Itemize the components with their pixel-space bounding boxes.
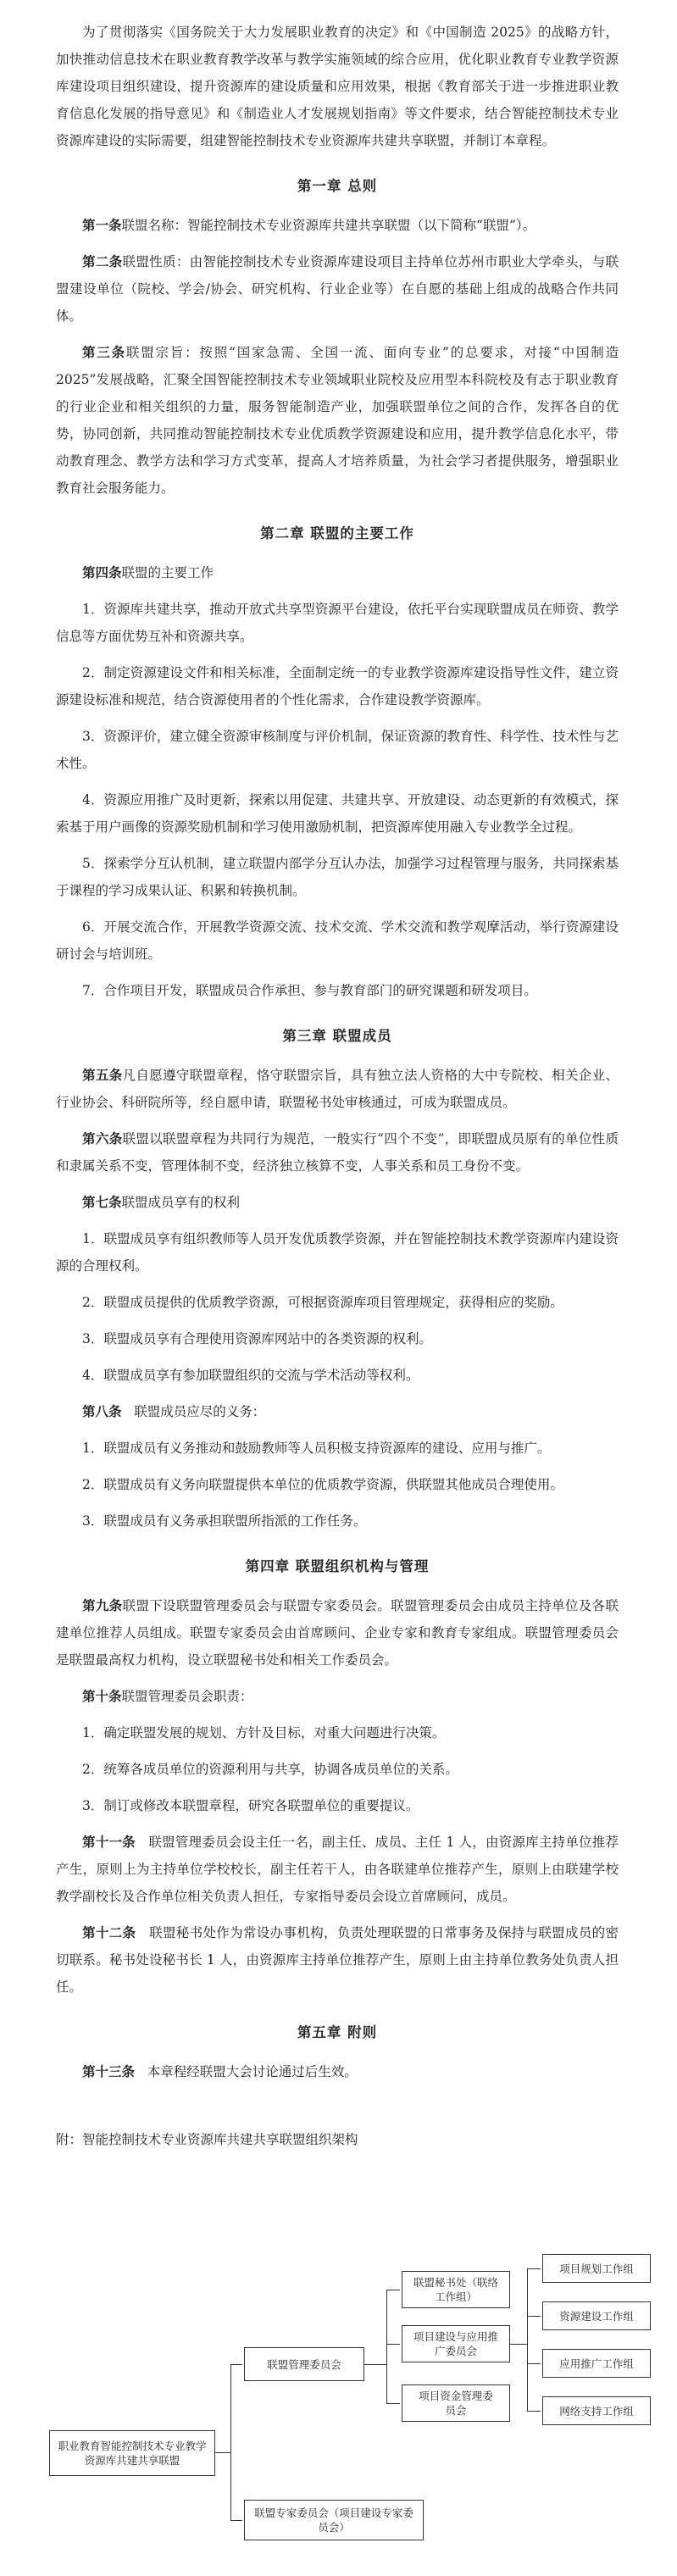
org-management-committee-box bbox=[244, 2347, 364, 2381]
committee-duty-item: 3．制订或修改本联盟章程，研究各联盟单位的重要提议。 bbox=[82, 1798, 419, 1813]
article-2-label: 第二条 bbox=[82, 253, 123, 269]
article-11-label: 第十一条 bbox=[82, 1834, 136, 1850]
connector-line bbox=[527, 2268, 541, 2269]
article-13-text: 本章程经联盟大会讨论通过后生效。 bbox=[147, 2064, 358, 2079]
connector-line bbox=[230, 2364, 231, 2521]
article-6-text: 联盟以联盟章程为共同行为规范，一般实行“四个不变”，即联盟成员原有的单位性质和隶属关系不变，管理体制不变，经济独立核算不变，人事关系和员工身份不变。 bbox=[56, 1131, 619, 1174]
org-working-group-box bbox=[542, 2254, 651, 2283]
chapter-5-title: 第五章 附则 bbox=[297, 2024, 378, 2040]
article-10 bbox=[56, 1683, 619, 1710]
article-3-label: 第三条 bbox=[82, 344, 126, 360]
article-7-text: 联盟成员享有的权利 bbox=[121, 1195, 241, 1210]
org-fund-committee-label: 项目资金管理委员会 bbox=[419, 2390, 493, 2417]
article-6-label: 第六条 bbox=[82, 1130, 123, 1146]
article-10-label: 第十条 bbox=[82, 1688, 122, 1704]
rights-item: 4．联盟成员享有参加联盟组织的交流与学术活动等权利。 bbox=[82, 1368, 419, 1383]
article-10-text: 联盟管理委员会职责： bbox=[121, 1689, 253, 1704]
chapter-3-title: 第三章 联盟成员 bbox=[282, 1028, 392, 1044]
rights-item: 1．联盟成员享有组织教师等人员开发优质教学资源，并在智能控制技术教学资源库内建设资源的合理权利。 bbox=[56, 1231, 619, 1274]
connector-line bbox=[527, 2411, 541, 2412]
duty-item: 3．联盟成员有义务承担联盟所指派的工作任务。 bbox=[82, 1513, 367, 1529]
article-11-text: 联盟管理委员会设主任一名，副主任、成员、主任 1 人，由资源库主持单位推荐产生，原则上为主持单位学校校长，副主任若干人，由各联建单位推荐产生，原则上由联建学校教学副校长及合作单位相关负责人担任，专家指导委员会设立首席顾问，成员。 bbox=[56, 1835, 619, 1904]
connector-line bbox=[386, 2290, 387, 2404]
org-promotion-committee-label: 项目建设与应用推广委员会 bbox=[413, 2330, 498, 2357]
org-working-group-label: 网络支持工作组 bbox=[559, 2404, 634, 2418]
article-13-label: 第十三条 bbox=[82, 2063, 136, 2079]
org-working-group-box bbox=[542, 2301, 651, 2330]
work-item: 7．合作项目开发，联盟成员合作承担、参与教育部门的研究课题和研发项目。 bbox=[82, 983, 537, 998]
connector-line bbox=[230, 2520, 242, 2521]
connector-line bbox=[386, 2403, 400, 2404]
org-root-label: 职业教育智能控制技术专业教学资源库共建共享联盟 bbox=[58, 2440, 207, 2467]
article-4-label: 第四条 bbox=[82, 564, 122, 580]
work-item: 1．资源库共建共享，推动开放式共享型资源平台建设，依托平台实现联盟成员在师资、教学信息等方面优势互补和资源共享。 bbox=[56, 602, 619, 644]
preamble: 为了贯彻落实《国务院关于大力发展职业教育的决定》和《中国制造 2025》的战略方针，加快推动信息技术在职业教育教学改革与教学实施领域的综合应用，优化职业教育专业教学资源库建设项目组织建设，提升资源库的建设质量和应用效果，根据《教育部关于进一步推进职业教育信息化发展的指导意见》和《制造业人才发展规划指南》等文件要求，结合智能控制技术专业资源库建设的实际需要，组建智能控制技术专业资源库共建共享联盟，并制订本章程。 bbox=[56, 25, 619, 148]
work-item: 3．资源评价，建立健全资源审核制度与评价机制，保证资源的教育性、科学性、技术性与艺术性。 bbox=[56, 729, 619, 771]
rights-item: 2．联盟成员提供的优质教学资源，可根据资源库项目管理规定，获得相应的奖励。 bbox=[82, 1295, 563, 1310]
article-3 bbox=[56, 339, 619, 502]
article-12-text: 联盟秘书处作为常设办事机构，负责处理联盟的日常事务及保持与联盟成员的密切联系。秘书处设秘书长 1 人，由资源库主持单位推荐产生，原则上由主持单位教务处负责人担任。 bbox=[56, 1925, 619, 1995]
connector-line bbox=[386, 2344, 400, 2345]
work-item: 5．探索学分互认机制，建立联盟内部学分互认办法，加强学习过程管理与服务，共同探索基于课程的学习成果认证、积累和转换机制。 bbox=[56, 856, 619, 898]
org-chart bbox=[0, 2220, 677, 2576]
article-9-text: 联盟下设联盟管理委员会与联盟专家委员会。联盟管理委员会由成员主持单位及各联建单位推荐人员组成。联盟专家委员会由首席顾问、企业专家和教育专家组成。联盟管理委员会是联盟最高权力机构，设立联盟秘书处和相关工作委员会。 bbox=[56, 1598, 619, 1668]
connector-line bbox=[364, 2364, 386, 2365]
connector-line bbox=[510, 2344, 527, 2345]
article-7 bbox=[56, 1189, 619, 1216]
org-secretariat-box bbox=[402, 2271, 510, 2308]
article-4 bbox=[56, 559, 619, 586]
connector-line bbox=[527, 2268, 528, 2412]
chapter-4-title: 第四章 联盟组织机构与管理 bbox=[245, 1558, 430, 1574]
article-5 bbox=[56, 1062, 619, 1116]
work-item: 2．制定资源建设文件和相关标准，全面制定统一的专业教学资源库建设指导性文件，建立资源建设标准和规范，结合资源使用者的个性化需求，合作建设教学资源库。 bbox=[56, 665, 619, 708]
article-5-label: 第五条 bbox=[82, 1067, 123, 1083]
article-7-label: 第七条 bbox=[82, 1194, 122, 1210]
work-item: 6．开展交流合作，开展教学资源交流、技术交流、学术交流和教学观摩活动，举行资源建设研讨会与培训班。 bbox=[56, 919, 619, 962]
duty-item: 2．联盟成员有义务向联盟提供本单位的优质教学资源，供联盟其他成员合理使用。 bbox=[82, 1477, 563, 1492]
org-expert-committee-box bbox=[244, 2500, 424, 2540]
org-root-box bbox=[49, 2430, 215, 2476]
org-working-group-label: 资源建设工作组 bbox=[559, 2309, 634, 2323]
article-3-text: 联盟宗旨：按照“国家急需、全国一流、面向专业”的总要求，对接“中国制造 2025”发展战略，汇聚全国智能控制技术专业领域职业院校及应用型本科院校及有志于职业教育的行业企业和相关组织的力量，服务智能制造产业，加强联盟单位之间的合作，发挥各自的优势，协同创新，共同推动智能控制技术专业优质教学资源建设和应用，提升教学信息化水平，带动教育理念、教学方法和学习方式变革，提高人才培养质量，为社会学习者提供服务，增强职业教育社会服务能力。 bbox=[56, 345, 619, 496]
chapter-1-title: 第一章 总则 bbox=[297, 178, 378, 194]
org-promotion-committee-box bbox=[402, 2325, 510, 2362]
article-11 bbox=[56, 1829, 619, 1910]
article-4-text: 联盟的主要工作 bbox=[121, 565, 214, 580]
connector-line bbox=[230, 2364, 242, 2365]
org-working-group-label: 应用推广工作组 bbox=[559, 2357, 634, 2370]
article-12-label: 第十二条 bbox=[82, 1924, 136, 1940]
committee-duty-item: 2．统筹各成员单位的资源利用与共享，协调各成员单位的关系。 bbox=[82, 1762, 458, 1777]
article-9-label: 第九条 bbox=[82, 1597, 123, 1613]
org-working-group-box bbox=[542, 2396, 651, 2425]
article-8-text: 联盟成员应尽的义务： bbox=[134, 1404, 266, 1419]
article-1-text: 联盟名称：智能控制技术专业资源库共建共享联盟（以下简称“联盟”）。 bbox=[121, 218, 536, 233]
connector-line bbox=[527, 2363, 541, 2364]
duty-item: 1．联盟成员有义务推动和鼓励教师等人员积极支持资源库的建设、应用与推广。 bbox=[82, 1441, 551, 1456]
org-management-committee-label: 联盟管理委员会 bbox=[267, 2357, 341, 2371]
chapter-2-title: 第二章 联盟的主要工作 bbox=[260, 525, 414, 541]
charter-document bbox=[56, 19, 619, 2162]
org-fund-committee-box bbox=[402, 2384, 510, 2422]
org-working-group-box bbox=[542, 2349, 651, 2378]
connector-line bbox=[527, 2316, 541, 2317]
article-6 bbox=[56, 1125, 619, 1180]
article-1 bbox=[56, 212, 619, 239]
committee-duty-item: 1．确定联盟发展的规划、方针及目标，对重大问题进行决策。 bbox=[82, 1725, 446, 1740]
article-5-text: 凡自愿遵守联盟章程，恪守联盟宗旨，具有独立法人资格的大中专院校、相关企业、行业协会、科研院所等，经自愿申请，联盟秘书处审核通过，可成为联盟成员。 bbox=[56, 1068, 619, 1110]
article-9 bbox=[56, 1592, 619, 1674]
org-expert-committee-label: 联盟专家委员会（项目建设专家委员会） bbox=[254, 2507, 413, 2534]
article-8-label: 第八条 bbox=[82, 1403, 122, 1419]
work-item: 4．资源应用推广及时更新，探索以用促建、共建共享、开放建设、动态更新的有效模式，探索基于用户画像的资源奖励机制和学习使用激励机制，把资源库使用融入专业教学全过程。 bbox=[56, 792, 619, 835]
article-2-text: 联盟性质：由智能控制技术专业资源库建设项目主持单位苏州市职业大学牵头，与联盟建设单位（院校、学会/协会、研究机构、行业企业等）在自愿的基础上组成的战略合作共同体。 bbox=[56, 254, 619, 324]
article-8 bbox=[56, 1398, 619, 1425]
connector-line bbox=[215, 2452, 230, 2453]
article-2 bbox=[56, 248, 619, 330]
org-working-group-label: 项目规划工作组 bbox=[559, 2262, 634, 2275]
rights-item: 3．联盟成员享有合理使用资源库网站中的各类资源的权利。 bbox=[82, 1331, 432, 1346]
org-secretariat-label: 联盟秘书处（联络工作组） bbox=[413, 2276, 498, 2303]
article-13 bbox=[56, 2058, 619, 2085]
article-1-label: 第一条 bbox=[82, 217, 122, 233]
org-chart-caption: 附：智能控制技术专业资源库共建共享联盟组织架构 bbox=[56, 2132, 358, 2147]
article-12 bbox=[56, 1919, 619, 2001]
